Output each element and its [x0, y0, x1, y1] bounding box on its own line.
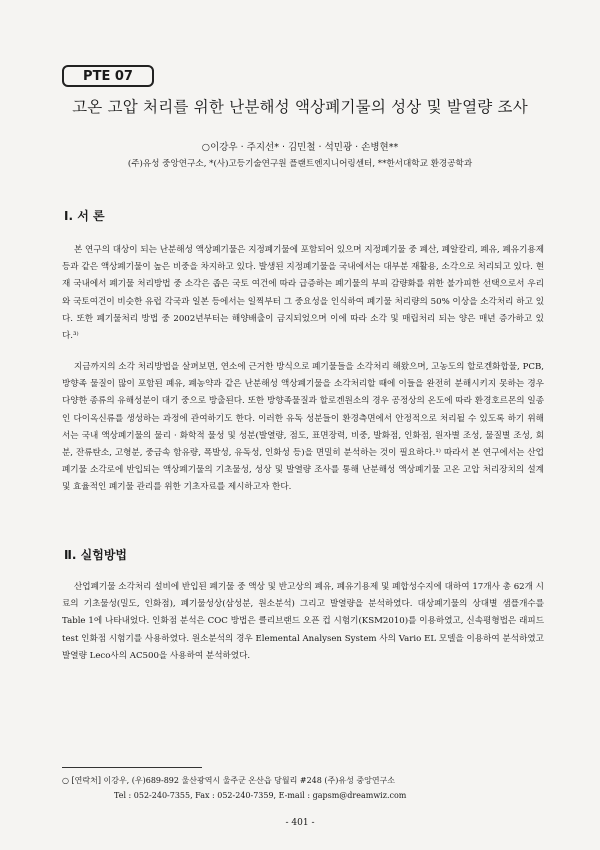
footnote-divider	[62, 767, 202, 768]
paper-title: 고온 고압 처리를 위한 난분해성 액상폐기물의 성상 및 발열량 조사	[72, 98, 528, 116]
footnote-address: ○ [연락처] 이강우, (우)689-892 울산광역시 울주군 온산읍 당월리 #248 (주)유성 중앙연구소	[62, 776, 396, 785]
footnote-contact	[62, 773, 544, 803]
methods-paragraph-1: 산업폐기물 소각처리 설비에 반입된 폐기물 중 액상 및 반고상의 폐유, 폐유기용제 및 폐합성수지에 대하여 17개사 총 62개 시료의 기초물성(밀도, 인화점), 폐기물성상(삼성분, 원소분석) 그리고 발열량을 분석하였다. 대상폐기물의 상대별 샘플개수를 Table 1에 나타내었다. 인화점 분석은 COC 방법은 클리브랜드 오픈 컵 시험기(KSM2010)를 이용하였고, 신속평형법은 래피드 test 인화점 시험기를 사용하였다. 원소분석의 경우 Elemental Analysen System 사의 Vario EL 모델을 이용하여 분석하였고 발열량 Leco사의 AC500을 사용하여 분석하였다.	[62, 582, 544, 661]
paper-code-tag: PTE 07	[62, 65, 154, 87]
intro-paragraph-2: 지금까지의 소각 처리방법을 살펴보면, 연소에 근거한 방식으로 폐기물들을 소각처리 해왔으며, 고농도의 할로겐화합물, PCB, 방향족 물질이 많이 포함된 폐유, 폐농약과 같은 난분해성 액상폐기물을 소각처리할 때에 이들을 완전히 분해시키지 못하는 경우 다양한 종류의 유해성분이 대기 중으로 방출된다. 또한 방향족물질과 할로겐원소의 경우 공정상의 온도에 따라 환경호르몬의 일종인 다이옥신류를 생성하는 과정에 관여하기도 한다. 이러한 유독 성분들이 환경측면에서 안정적으로 처리될 수 있도록 하기 위해서는 국내 액상폐기물의 물리 · 화학적 물성 및 성분(발열량, 점도, 표면장력, 비중, 발화점, 인화점, 원자별 조성, 물질별 조성, 회분, 잔류탄소, 고형분, 중금속 함유량, 폭발성, 유독성, 인화성 등)을 면밀히 분석하는 것이 필요하다.¹⁾ 따라서 본 연구에서는 산업폐기물 소각로에 반입되는 액상폐기물의 기초물성, 성상 및 발열량 조사를 통해 난분해성 액상폐기물 고온 고압 처리장치의 설계 및 효율적인 폐기물 관리를 위한 기초자료를 제시하고자 한다.	[62, 362, 544, 493]
footnote-tel-fax-email: Tel : 052-240-7355, Fax : 052-240-7359, E-mail : gapsm@dreamwiz.com	[114, 791, 407, 800]
affiliations: (주)유성 중앙연구소, *(사)고등기술연구원 플랜트엔지니어링센터, **한서대학교 환경공학과	[127, 159, 473, 169]
page-number: - 401 -	[285, 818, 315, 828]
author-list: ○이강우 · 주지선* · 김민철 · 석민광 · 손병현**	[201, 142, 399, 153]
section-heading-introduction: Ⅰ. 서 론	[64, 209, 105, 223]
section-heading-methods: Ⅱ. 실험방법	[64, 548, 128, 562]
intro-paragraph-1: 본 연구의 대상이 되는 난분해성 액상폐기물은 지정폐기물에 포함되어 있으며 지정폐기물 중 폐산, 폐알칼리, 폐유, 폐유기용제 등과 같은 액상폐기물이 높은 비중을 차지하고 있다. 발생된 지정폐기물을 국내에서는 대부분 재활용, 소각으로 처리되고 있다. 현재 국내에서 폐기물 처리방법 중 소각은 좁은 국토 여건에 따라 급증하는 폐기물의 부피 감량화를 위한 불가피한 선택으로서 우리와 국토여건이 비슷한 유럽 각국과 일본 등에서는 일찍부터 그 중요성을 인식하여 폐기물 처리량의 50% 이상을 소각처리 하고 있다. 또한 폐기물처리 방법 중 2002년부터는 해양배출이 금지되었으며 이에 따라 소각 및 매립처리 되는 양은 매년 증가하고 있다.³⁾	[62, 245, 544, 342]
